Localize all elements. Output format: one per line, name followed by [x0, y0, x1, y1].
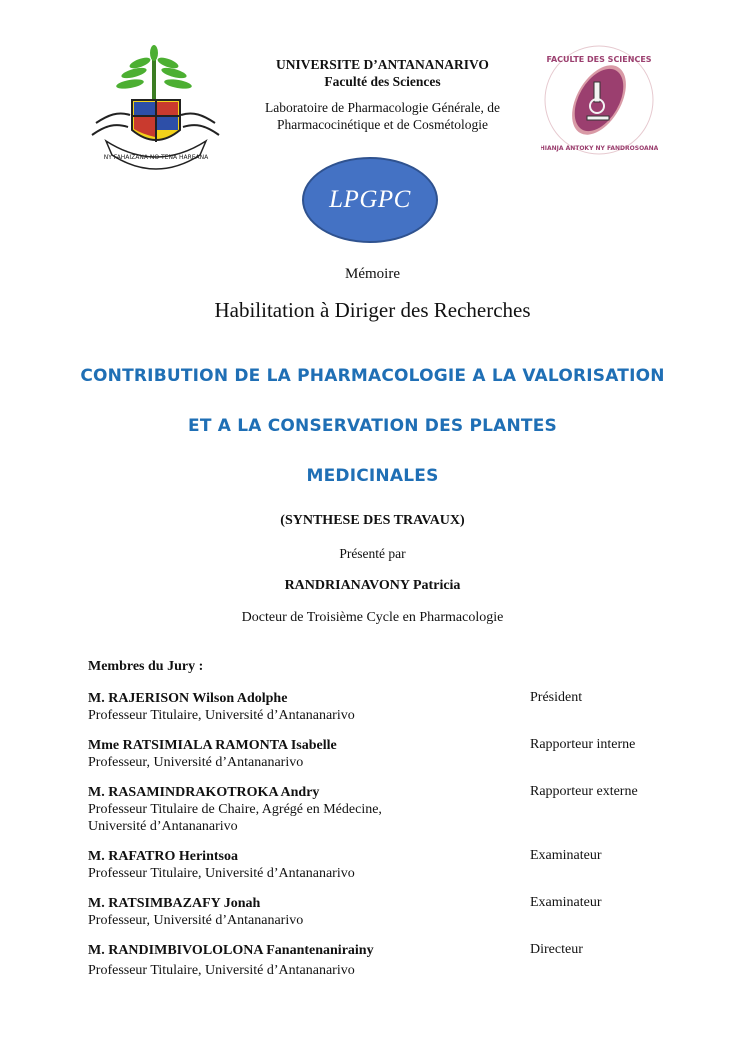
faculty-logo — [541, 42, 658, 159]
svg-text:NY FAHAIZANA NO TENA HAREANA: NY FAHAIZANA NO TENA HAREANA — [103, 154, 209, 161]
university-name: UNIVERSITE D’ANTANANARIVO — [276, 57, 489, 72]
jury-member-title: Professeur, Université d’Antananarivo — [88, 913, 304, 928]
thesis-title-line-3: MEDICINALES — [306, 466, 439, 486]
degree-title: Habilitation à Diriger des Recherches — [214, 298, 531, 322]
jury-member-role: Examinateur — [530, 848, 602, 863]
jury-member-name: Mme RATSIMIALA RAMONTA Isabelle — [88, 738, 337, 753]
svg-text:FACULTE DES SCIENCES: FACULTE DES SCIENCES — [546, 55, 652, 64]
jury-member-title: Professeur, Université d’Antananarivo — [88, 755, 304, 770]
author-name: RANDRIANAVONY Patricia — [284, 578, 461, 593]
jury-member-role: Président — [530, 690, 583, 705]
author-degree: Docteur de Troisième Cycle en Pharmacologie — [241, 610, 504, 625]
jury-member-role: Directeur — [530, 942, 583, 957]
jury-member-name: M. RASAMINDRAKOTROKA Andry — [88, 785, 320, 800]
jury-member — [88, 942, 688, 979]
thesis-title-line-1: CONTRIBUTION DE LA PHARMACOLOGIE A LA VALORISATION — [80, 366, 665, 386]
lab-badge — [302, 157, 438, 243]
document-type: Mémoire — [345, 266, 400, 282]
presented-by: Présenté par — [339, 546, 406, 561]
university-logo — [88, 45, 223, 175]
jury-member-title: Professeur Titulaire, Université d’Antananarivo — [88, 708, 355, 723]
jury-member-role: Examinateur — [530, 895, 602, 910]
jury-heading: Membres du Jury : — [88, 659, 204, 674]
jury-member-name: M. RAJERISON Wilson Adolphe — [88, 691, 288, 706]
lab-name-line2: Pharmacocinétique et de Cosmétologie — [276, 116, 489, 132]
subtitle: (SYNTHESE DES TRAVAUX) — [280, 513, 465, 528]
jury-member-role: Rapporteur interne — [530, 737, 636, 752]
jury-member-title: Professeur Titulaire, Université d’Antananarivo — [88, 963, 355, 978]
jury-member-name: M. RAFATRO Herintsoa — [88, 849, 238, 864]
lab-name — [230, 100, 535, 133]
institution-header — [230, 57, 535, 133]
jury-member-role: Rapporteur externe — [530, 784, 638, 799]
svg-text:HIANJA ANTOKY NY FANDROSOANA: HIANJA ANTOKY NY FANDROSOANA — [541, 145, 658, 152]
jury-member-name: M. RANDIMBIVOLOLONA Fanantenanirainy — [88, 943, 374, 958]
jury-member-title: Professeur Titulaire de Chaire, Agrégé en Médecine, — [88, 802, 382, 817]
jury-member-title: Professeur Titulaire, Université d’Antananarivo — [88, 866, 355, 881]
lab-badge-text: LPGPC — [329, 186, 411, 213]
jury-member — [88, 690, 688, 724]
lab-name-line1: Laboratoire de Pharmacologie Générale, de — [264, 100, 500, 115]
thesis-title-line-2: ET A LA CONSERVATION DES PLANTES — [188, 416, 557, 436]
faculty-name: Faculté des Sciences — [324, 73, 441, 89]
jury-member-title-cont: Université d’Antananarivo — [88, 819, 238, 834]
jury-member-name: M. RATSIMBAZAFY Jonah — [88, 896, 261, 911]
